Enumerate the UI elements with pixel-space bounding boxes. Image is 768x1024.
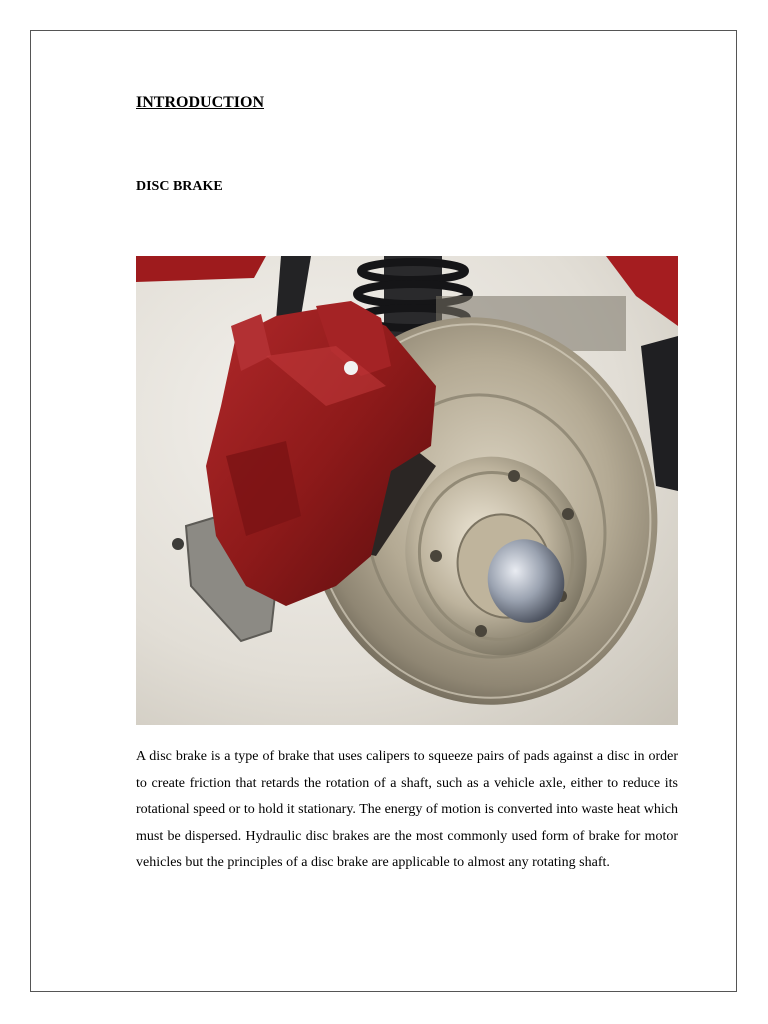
disc-brake-photo [136, 256, 678, 725]
intro-paragraph: A disc brake is a type of brake that uses calipers to squeeze pairs of pads against a disc in order to create friction that retards the rotation of a shaft, such as a vehicle axle, either to reduce its rotational speed or to hold it stationary. The energy of motion is converted into waste heat which must be dispersed. Hydraulic disc brakes are the most commonly used form of brake for motor vehicles but the principles of a disc brake are applicable to almost any rotating shaft. [136, 749, 678, 870]
document-page [30, 30, 737, 992]
caliper-reflection [344, 361, 358, 375]
disc-brake-illustration [136, 256, 678, 725]
section-heading: DISC BRAKE [136, 179, 223, 194]
car-body-left [136, 256, 266, 282]
bleed-screw [172, 538, 184, 550]
page-heading: INTRODUCTION [136, 94, 265, 111]
